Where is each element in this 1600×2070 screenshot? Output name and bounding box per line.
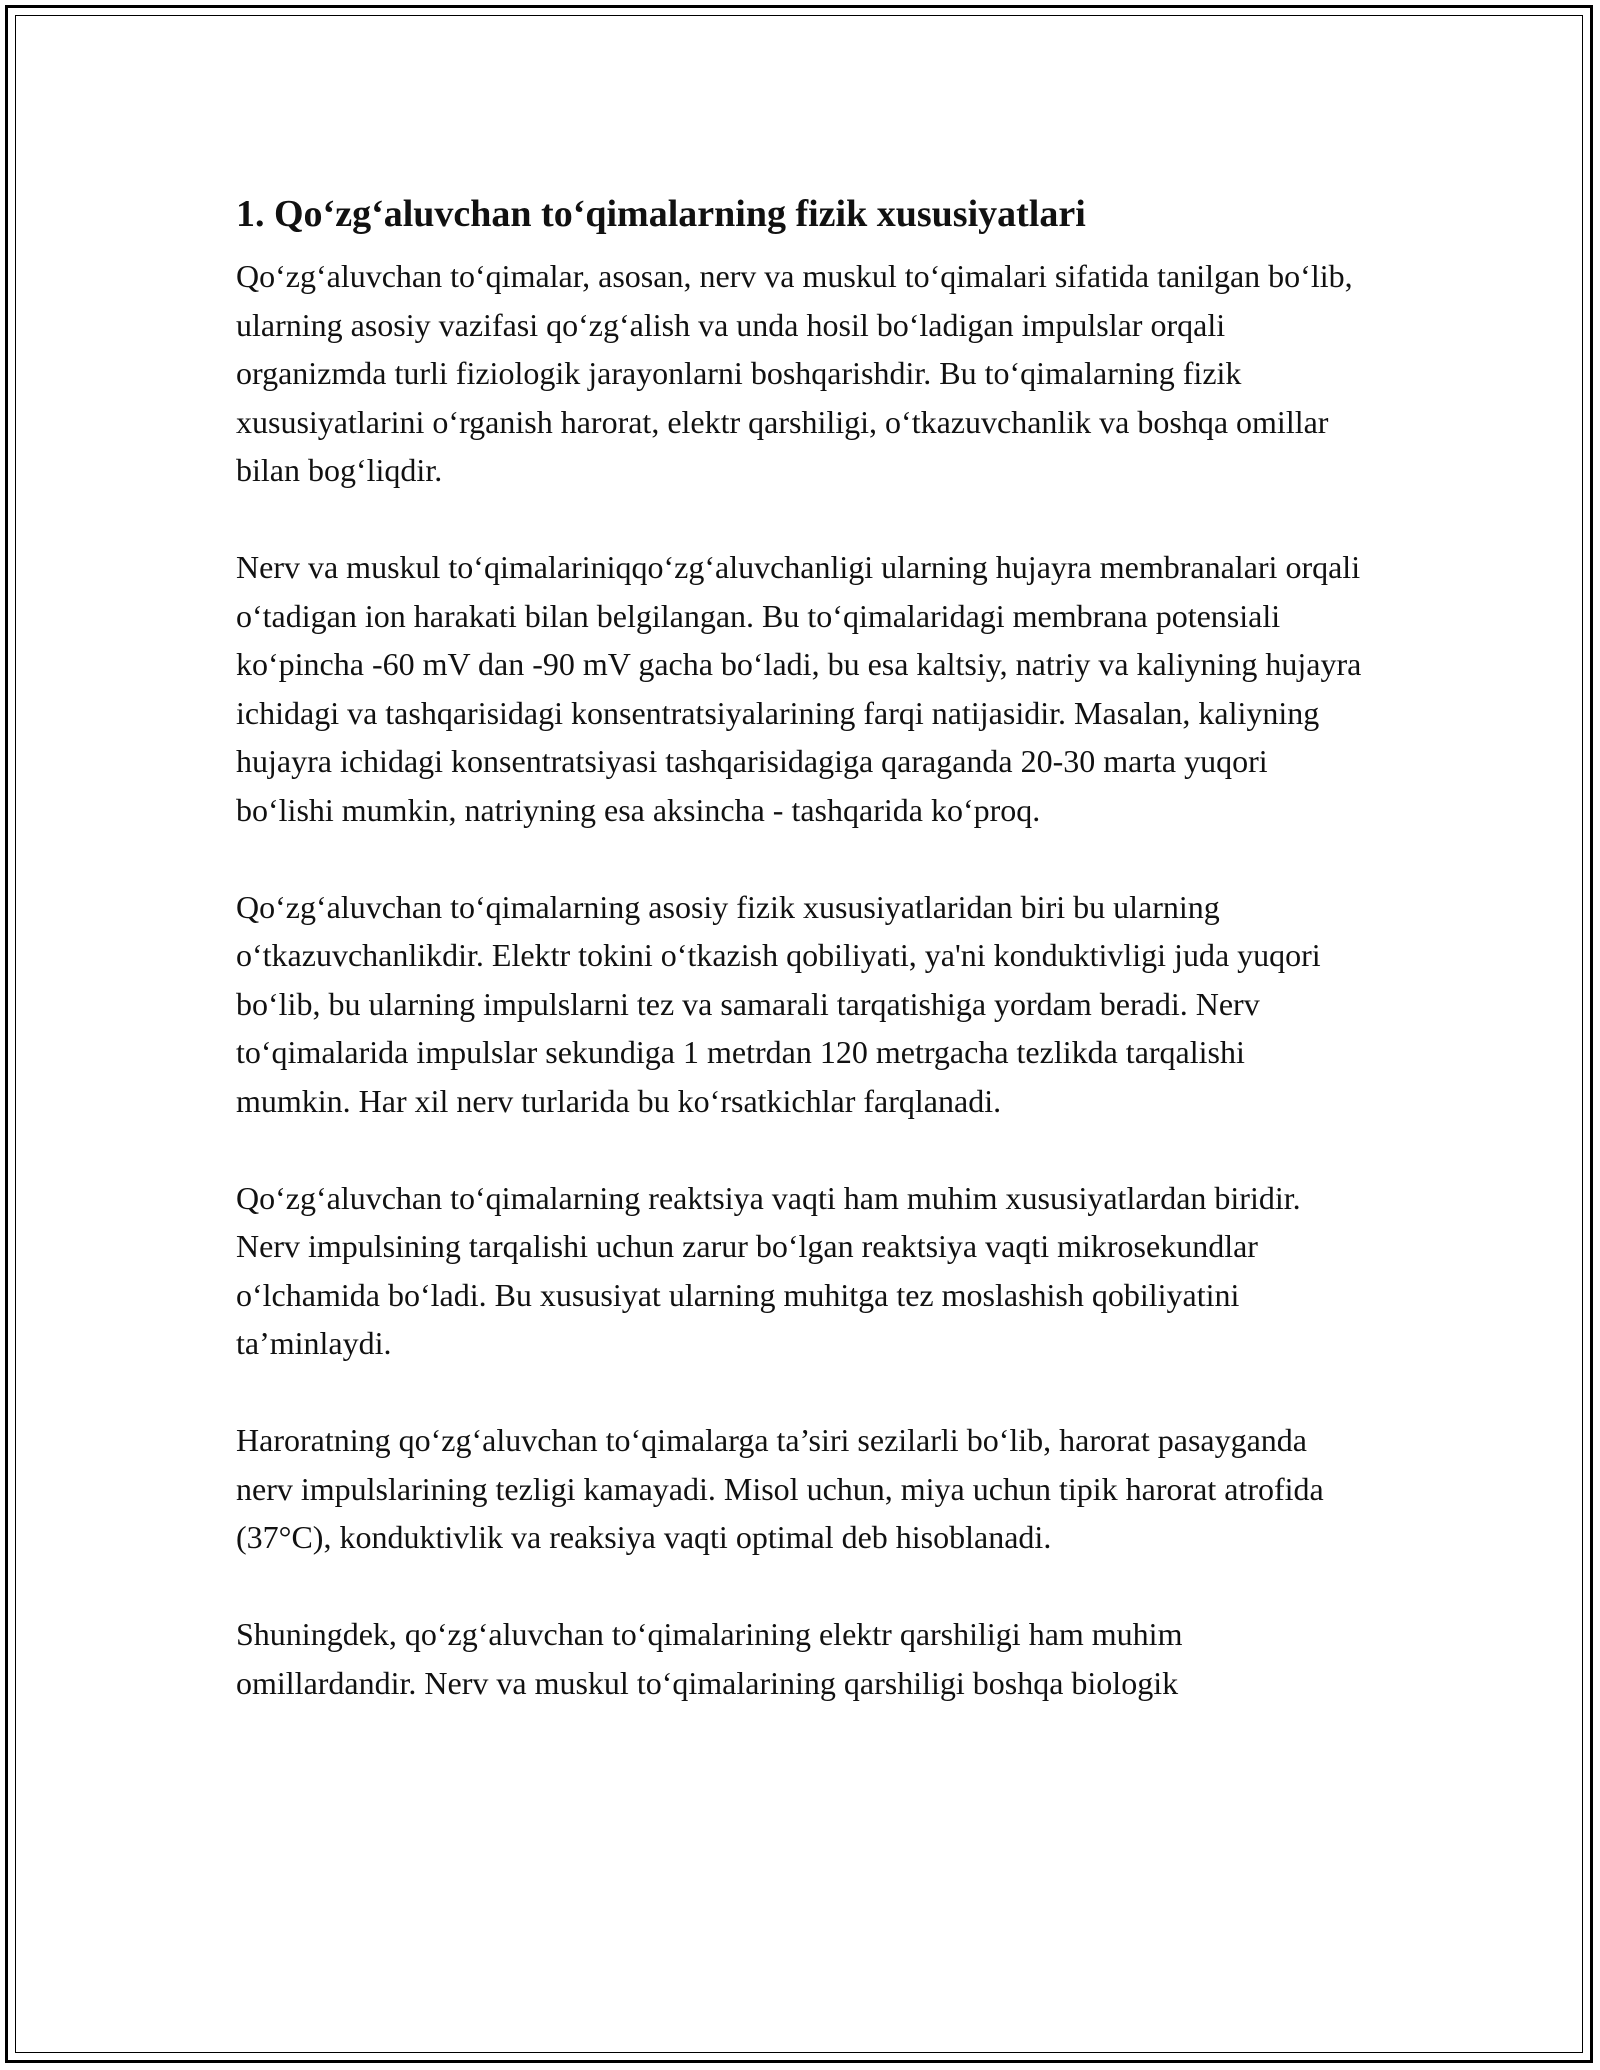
paragraph-6: Shuningdek, qo‘zg‘aluvchan to‘qimalarining elektr qarshiligi ham muhim omillardandir. Nerv va muskul to‘qimalarining qarshiligi boshqa biologik — [236, 1616, 1183, 1701]
section-title: 1. Qo‘zg‘aluvchan to‘qimalarning fizik xususiyatlari — [236, 193, 1086, 235]
paragraph-4: Qo‘zg‘aluvchan to‘qimalarning reaktsiya vaqti ham muhim xususiyatlardan biridir. Nerv impulsining tarqalishi uchun zarur bo‘lgan reaktsiya vaqti mikrosekundlar o‘lchamida bo‘ladi. Bu xususiyat ularning muhitga tez moslashish qobiliyatini ta’minlaydi. — [236, 1179, 1301, 1361]
paragraph-5: Haroratning qo‘zg‘aluvchan to‘qimalarga ta’siri sezilarli bo‘lib, harorat pasayganda nerv impulslarining tezligi kamayadi. Misol uchun, miya uchun tipik harorat atrofida (37°C), konduktivlik va reaksiya vaqti optimal deb hisoblanadi. — [236, 1422, 1324, 1555]
paragraph-2: Nerv va muskul to‘qimalariniqqo‘zg‘aluvchanligi ularning hujayra membranalari orqali o‘tadigan ion harakati bilan belgilangan. Bu to‘qimalaridagi membrana potensiali ko‘pincha -60 mV dan -90 mV gacha bo‘ladi, bu esa kaltsiy, natriy va kaliyning hujayra ichidagi va tashqarisidagi konsentratsiyalarining farqi natijasidir. Masalan, kaliyning hujayra ichidagi konsentratsiyasi tashqarisidagiga qaraganda 20-30 marta yuqori bo‘lishi mumkin, natriyning esa aksincha - tashqarida ko‘proq. — [236, 549, 1362, 828]
document-body — [236, 184, 1366, 1756]
paragraph-3: Qo‘zg‘aluvchan to‘qimalarning asosiy fizik xususiyatlaridan biri bu ularning o‘tkazuvchanlikdir. Elektr tokini o‘tkazish qobiliyati, ya'ni konduktivligi juda yuqori bo‘lib, bu ularning impulslarni tez va samarali tarqatishiga yordam beradi. Nerv to‘qimalarida impulslar sekundiga 1 metrdan 120 metrgacha tezlikda tarqalishi mumkin. Har xil nerv turlarida bu ko‘rsatkichlar farqlanadi. — [236, 888, 1321, 1119]
paragraph-1: Qo‘zg‘aluvchan to‘qimalar, asosan, nerv va muskul to‘qimalari sifatida tanilgan bo‘lib, ularning asosiy vazifasi qo‘zg‘alish va unda hosil bo‘ladigan impulslar orqali organizmda turli fiziologik jarayonlarni boshqarishdir. Bu to‘qimalarning fizik xususiyatlarini o‘rganish harorat, elektr qarshiligi, o‘tkazuvchanlik va boshqa omillar bilan bog‘liqdir. — [236, 258, 1353, 488]
